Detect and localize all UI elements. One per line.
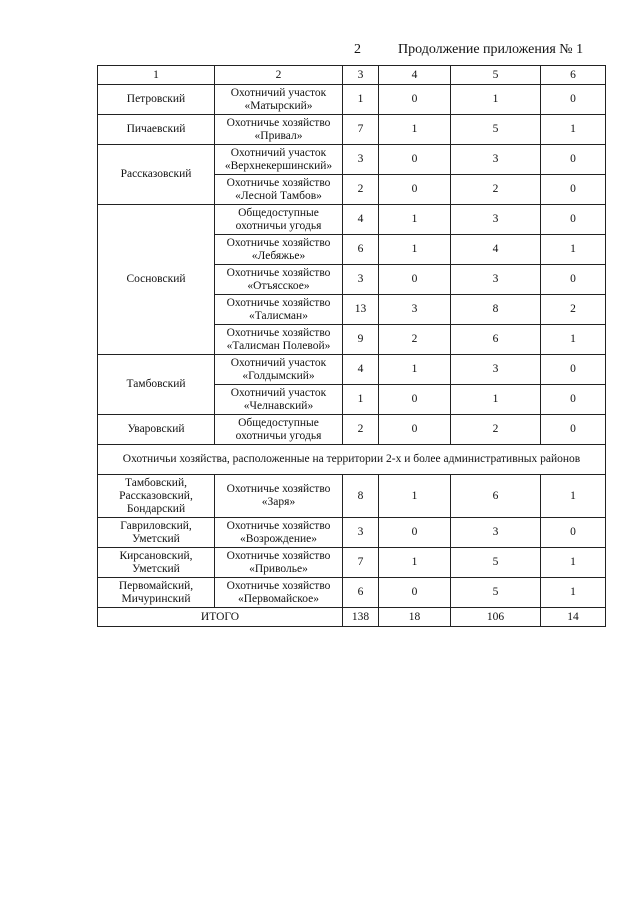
table-row (98, 415, 606, 445)
value-cell: 1 (541, 115, 606, 145)
section-heading: Охотничьи хозяйства, расположенные на территории 2-х и более административных районов (98, 445, 606, 475)
value-cell: 0 (541, 145, 606, 175)
table-row (98, 145, 606, 175)
value-cell: 3 (379, 295, 451, 325)
value-cell: 1 (451, 385, 541, 415)
value-cell: 1 (541, 578, 606, 608)
hunting-ground-name: Охотничье хозяйство «Отъясское» (215, 265, 343, 295)
table-row (98, 355, 606, 385)
district-cell: Рассказовский (98, 145, 215, 205)
hunting-ground-name: Охотничье хозяйство «Первомайское» (215, 578, 343, 608)
hunting-ground-name: Общедоступные охотничьи угодья (215, 205, 343, 235)
value-cell: 1 (343, 85, 379, 115)
hunting-ground-name: Охотничье хозяйство «Лесной Тамбов» (215, 175, 343, 205)
district-cell: Первомайский, Мичуринский (98, 578, 215, 608)
district-cell: Кирсановский, Уметский (98, 548, 215, 578)
table-row (98, 205, 606, 235)
value-cell: 6 (343, 235, 379, 265)
value-cell: 1 (379, 205, 451, 235)
column-header: 4 (379, 66, 451, 85)
value-cell: 1 (541, 325, 606, 355)
hunting-ground-name: Охотничий участок «Голдымский» (215, 355, 343, 385)
total-value: 18 (379, 608, 451, 627)
value-cell: 5 (451, 548, 541, 578)
value-cell: 1 (541, 475, 606, 518)
page-header (0, 42, 640, 62)
value-cell: 0 (379, 175, 451, 205)
hunting-ground-name: Охотничий участок «Челнавский» (215, 385, 343, 415)
hunting-ground-name: Охотничье хозяйство «Приволье» (215, 548, 343, 578)
district-cell: Пичаевский (98, 115, 215, 145)
value-cell: 3 (451, 265, 541, 295)
value-cell: 7 (343, 115, 379, 145)
column-header: 6 (541, 66, 606, 85)
table-row (98, 578, 606, 608)
hunting-ground-name: Общедоступные охотничьи угодья (215, 415, 343, 445)
column-header: 5 (451, 66, 541, 85)
value-cell: 3 (451, 518, 541, 548)
value-cell: 2 (343, 415, 379, 445)
column-number-row (98, 66, 606, 85)
hunting-ground-name: Охотничье хозяйство «Талисман Полевой» (215, 325, 343, 355)
value-cell: 0 (541, 85, 606, 115)
value-cell: 0 (541, 355, 606, 385)
column-header: 3 (343, 66, 379, 85)
page-number: 2 (354, 42, 361, 57)
value-cell: 5 (451, 115, 541, 145)
value-cell: 1 (379, 115, 451, 145)
value-cell: 6 (451, 475, 541, 518)
hunting-ground-name: Охотничье хозяйство «Лебяжье» (215, 235, 343, 265)
value-cell: 4 (343, 205, 379, 235)
total-value: 138 (343, 608, 379, 627)
value-cell: 0 (379, 385, 451, 415)
value-cell: 13 (343, 295, 379, 325)
value-cell: 6 (343, 578, 379, 608)
value-cell: 1 (379, 235, 451, 265)
district-cell: Петровский (98, 85, 215, 115)
value-cell: 0 (541, 265, 606, 295)
value-cell: 3 (343, 145, 379, 175)
value-cell: 1 (541, 548, 606, 578)
value-cell: 1 (379, 355, 451, 385)
value-cell: 1 (379, 548, 451, 578)
value-cell: 3 (451, 355, 541, 385)
value-cell: 1 (451, 85, 541, 115)
total-row (98, 608, 606, 627)
value-cell: 2 (343, 175, 379, 205)
total-value: 106 (451, 608, 541, 627)
district-cell: Тамбовский, Рассказовский, Бондарский (98, 475, 215, 518)
value-cell: 6 (451, 325, 541, 355)
table-row (98, 548, 606, 578)
value-cell: 3 (451, 205, 541, 235)
value-cell: 0 (379, 578, 451, 608)
value-cell: 3 (451, 145, 541, 175)
value-cell: 3 (343, 518, 379, 548)
hunting-ground-name: Охотничий участок «Матырский» (215, 85, 343, 115)
table-row (98, 475, 606, 518)
value-cell: 0 (541, 518, 606, 548)
value-cell: 0 (379, 265, 451, 295)
hunting-grounds-table (97, 65, 606, 627)
value-cell: 8 (343, 475, 379, 518)
value-cell: 1 (379, 475, 451, 518)
column-header: 2 (215, 66, 343, 85)
value-cell: 0 (379, 518, 451, 548)
hunting-ground-name: Охотничье хозяйство «Привал» (215, 115, 343, 145)
value-cell: 9 (343, 325, 379, 355)
value-cell: 0 (379, 85, 451, 115)
value-cell: 2 (541, 295, 606, 325)
value-cell: 2 (379, 325, 451, 355)
hunting-ground-name: Охотничье хозяйство «Заря» (215, 475, 343, 518)
district-cell: Сосновский (98, 205, 215, 355)
district-cell: Тамбовский (98, 355, 215, 415)
value-cell: 8 (451, 295, 541, 325)
value-cell: 4 (343, 355, 379, 385)
table-row (98, 85, 606, 115)
value-cell: 0 (541, 415, 606, 445)
value-cell: 2 (451, 175, 541, 205)
hunting-ground-name: Охотничье хозяйство «Талисман» (215, 295, 343, 325)
total-label: ИТОГО (98, 608, 343, 627)
value-cell: 3 (343, 265, 379, 295)
hunting-ground-name: Охотничий участок «Верхнекершинский» (215, 145, 343, 175)
value-cell: 1 (343, 385, 379, 415)
value-cell: 0 (541, 385, 606, 415)
value-cell: 2 (451, 415, 541, 445)
value-cell: 7 (343, 548, 379, 578)
value-cell: 0 (379, 145, 451, 175)
value-cell: 0 (379, 415, 451, 445)
value-cell: 0 (541, 205, 606, 235)
district-cell: Гавриловский, Уметский (98, 518, 215, 548)
section-heading-row (98, 445, 606, 475)
total-value: 14 (541, 608, 606, 627)
value-cell: 5 (451, 578, 541, 608)
hunting-ground-name: Охотничье хозяйство «Возрождение» (215, 518, 343, 548)
value-cell: 4 (451, 235, 541, 265)
value-cell: 0 (541, 175, 606, 205)
table-row (98, 518, 606, 548)
appendix-title: Продолжение приложения № 1 (398, 42, 584, 57)
column-header: 1 (98, 66, 215, 85)
value-cell: 1 (541, 235, 606, 265)
district-cell: Уваровский (98, 415, 215, 445)
table-row (98, 115, 606, 145)
